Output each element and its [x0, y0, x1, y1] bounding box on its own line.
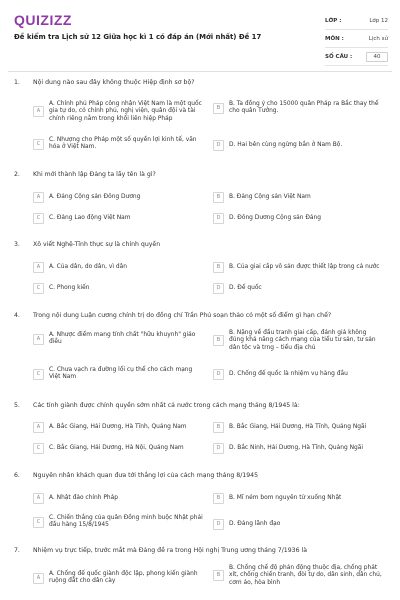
option-letter-box: C: [33, 517, 44, 528]
option-letter-box: B: [213, 192, 224, 203]
option-b[interactable]: [213, 101, 383, 116]
option-text: A. Nhược điểm mang tính chất "hữu khuynh" giáo điều: [49, 332, 196, 346]
option-text: B. Mĩ ném bom nguyên tử xuống Nhật: [229, 494, 342, 501]
option-d[interactable]: [213, 213, 383, 224]
option-d[interactable]: [213, 443, 393, 454]
option-text: A. Của dân, do dân, vì dân: [49, 263, 127, 270]
option-b[interactable]: [213, 493, 383, 504]
option-c[interactable]: [33, 443, 203, 454]
option-text: C. Nhượng cho Pháp một số quyền lợi kinh tế, văn hóa ở Việt Nam.: [49, 137, 197, 151]
meta-class-value: Lớp 12: [369, 17, 388, 24]
option-b[interactable]: [213, 565, 383, 587]
question-text: Nội dung nào sau đây không thuộc Hiệp định sơ bộ?: [33, 79, 195, 86]
option-text: A. Nhật đảo chính Pháp: [49, 494, 119, 501]
option-b[interactable]: [213, 262, 393, 273]
option-text: A. Đảng Cộng sản Đông Dương: [49, 193, 141, 200]
option-c[interactable]: [33, 213, 203, 224]
option-letter-box: D: [213, 369, 224, 380]
question-number: 7.: [14, 547, 20, 554]
option-letter-box: B: [213, 422, 224, 433]
meta-subject-row: [325, 30, 388, 48]
option-letter-box: A: [33, 573, 44, 584]
option-letter-box: C: [33, 443, 44, 454]
option-letter-box: D: [213, 140, 224, 151]
option-b[interactable]: [213, 330, 383, 352]
worksheet-meta: [325, 12, 388, 66]
header-divider: [8, 71, 392, 72]
option-text: C. Chiến thắng của quân Đồng minh buộc Nhật phải đầu hàng 15/8/1945: [49, 515, 203, 529]
option-b[interactable]: [213, 422, 393, 433]
option-letter-box: B: [213, 335, 224, 346]
option-letter-box: B: [213, 103, 224, 114]
meta-subject-label: MÔN :: [325, 35, 344, 42]
question-text: Các tỉnh giành được chính quyền sớm nhất cả nước trong cách mạng tháng 8/1945 là:: [33, 402, 300, 409]
option-text: D. Bắc Ninh, Hải Dương, Hà Tĩnh, Quảng Ngãi: [229, 444, 364, 451]
question-text: Nhiệm vụ trực tiếp, trước mắt mà Đảng đề ra trong Hội nghị Trung ương tháng 7/1936 là: [33, 547, 308, 554]
option-letter-box: B: [213, 493, 224, 504]
document-title: Đề kiểm tra Lịch sử 12 Giữa học kì 1 có đáp án (Mới nhất) Đề 17: [14, 33, 262, 41]
option-letter-box: A: [33, 493, 44, 504]
option-letter-box: A: [33, 422, 44, 433]
option-a[interactable]: [33, 571, 203, 586]
option-letter-box: C: [33, 139, 44, 150]
option-text: D. Hai bên cùng ngừng bắn ở Nam Bộ.: [229, 141, 343, 148]
option-letter-box: B: [213, 570, 224, 581]
option-text: D. Đế quốc: [229, 284, 262, 291]
option-text: C. Đảng Lao động Việt Nam: [49, 214, 131, 221]
option-a[interactable]: [33, 101, 203, 123]
option-text: A. Chính phủ Pháp công nhận Việt Nam là một quốc gia tự do, có chính phủ, nghị viện, quân đội và tài chính riêng nằm trong khối liên hiệp Pháp: [49, 101, 202, 122]
option-letter-box: B: [213, 262, 224, 273]
meta-subject-value: Lịch sử: [368, 35, 388, 42]
option-letter-box: C: [33, 369, 44, 380]
option-letter-box: D: [213, 519, 224, 530]
option-letter-box: A: [33, 262, 44, 273]
option-c[interactable]: [33, 367, 203, 382]
option-letter-box: D: [213, 213, 224, 224]
option-text: C. Chưa vạch ra đường lối cụ thể cho cách mạng Việt Nam: [49, 367, 193, 381]
option-a[interactable]: [33, 493, 203, 504]
option-letter-box: C: [33, 283, 44, 294]
option-a[interactable]: [33, 422, 203, 433]
question-number: 1.: [14, 79, 20, 86]
option-b[interactable]: [213, 192, 383, 203]
option-text: D. Đảng lãnh đạo: [229, 520, 281, 527]
option-text: B. Của giai cấp vô sản được thiết lập trong cả nước: [229, 263, 380, 270]
meta-count-value: 40: [366, 52, 388, 62]
question-number: 5.: [14, 402, 20, 409]
question-number: 2.: [14, 171, 20, 178]
option-c[interactable]: [33, 137, 203, 152]
meta-count-row: [325, 48, 388, 66]
option-text: B. Ta đồng ý cho 15000 quân Pháp ra Bắc thay thế cho quân Tưởng.: [229, 101, 379, 115]
option-text: B. Bắc Giang, Hải Dương, Hà Tĩnh, Quảng Ngãi: [229, 423, 367, 430]
option-letter-box: D: [213, 283, 224, 294]
option-text: A. Bắc Giang, Hải Dương, Hà Tĩnh, Quảng Nam: [49, 423, 187, 430]
option-text: B. Nặng về đấu tranh giai cấp, đánh giá không đúng khả năng cách mạng của tiểu tư sản, tư sản dân tộc và trng – tiểu địa chủ: [229, 330, 376, 351]
option-letter-box: D: [213, 443, 224, 454]
question-text: Nguyên nhân khách quan đưa tới thắng lợi của cách mạng tháng 8/1945: [33, 472, 259, 479]
option-text: B. Chống chế độ phản động thuộc địa, chống phát xít, chống chiến tranh, đòi tự do, dân sinh, dân chủ, cơm áo, hòa bình: [229, 565, 382, 586]
option-c[interactable]: [33, 283, 203, 294]
option-text: C. Phong kiến: [49, 284, 90, 291]
option-letter-box: C: [33, 213, 44, 224]
meta-class-row: [325, 12, 388, 30]
option-d[interactable]: [213, 283, 383, 294]
option-text: B. Đảng Cộng sản Việt Nam: [229, 193, 311, 200]
option-text: D. Đông Dương Cộng sản Đảng: [229, 214, 322, 221]
option-text: D. Chống đế quốc là nhiệm vụ hàng đầu: [229, 370, 348, 377]
option-d[interactable]: [213, 140, 383, 151]
option-text: C. Bắc Giang, Hải Dương, Hà Nội, Quảng Nam: [49, 444, 184, 451]
option-letter-box: A: [33, 334, 44, 345]
question-number: 4.: [14, 312, 20, 319]
option-d[interactable]: [213, 519, 383, 530]
option-a[interactable]: [33, 262, 203, 273]
question-number: 3.: [14, 241, 20, 248]
question-number: 6.: [14, 472, 20, 479]
option-text: A. Chống đế quốc giành độc lập, phong kiến giành ruộng đất cho dân cày: [49, 571, 198, 585]
quizizz-logo: QUIZIZZ: [14, 12, 72, 28]
option-d[interactable]: [213, 369, 383, 380]
option-letter-box: A: [33, 192, 44, 203]
question-text: Xô viết Nghệ-Tĩnh thực sự là chính quyền: [33, 241, 161, 248]
option-letter-box: A: [33, 106, 44, 117]
option-a[interactable]: [33, 192, 203, 203]
question-text: Trong nội dung Luận cương chính trị do đồng chí Trần Phú soạn thảo có một số điểm gì hạn chế?: [33, 312, 332, 319]
meta-count-label: SỐ CÂU :: [325, 53, 353, 60]
question-text: Khi mới thành lập Đảng ta lấy tên là gì?: [33, 171, 156, 178]
option-c[interactable]: [33, 515, 203, 530]
option-a[interactable]: [33, 332, 203, 347]
meta-class-label: LỚP :: [325, 17, 342, 24]
